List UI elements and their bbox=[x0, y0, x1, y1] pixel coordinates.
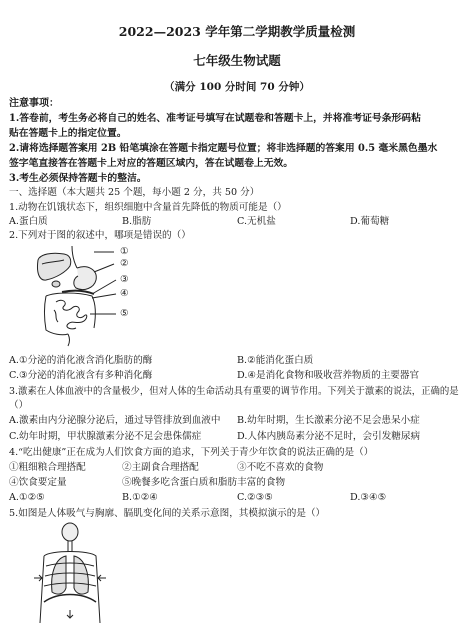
figure-label-5: ⑤ bbox=[120, 308, 129, 319]
q2-stem: 2.下列对于图的叙述中，哪项是错误的（） bbox=[9, 230, 191, 241]
q3-stem-line-1: 3.激素在人体血液中的含量极少，但对人体的生命活动具有重要的调节作用。下列关于激素的说法，正确的是 bbox=[9, 386, 459, 397]
figure-label-3: ③ bbox=[120, 274, 129, 285]
exam-title: 2022—2023 学年第二学期教学质量检测 bbox=[118, 24, 356, 39]
q1-option-b: B.脂肪 bbox=[122, 216, 152, 227]
q4-option-b: B.①②④ bbox=[122, 492, 158, 503]
q4-option-d: D.③④⑤ bbox=[350, 492, 387, 503]
q4-item-1: ①粗细粮合理搭配 bbox=[9, 462, 86, 473]
q3-option-d: D.人体内胰岛素分泌不足时，会引发糖尿病 bbox=[237, 431, 421, 442]
q1-stem: 1.动物在饥饿状态下，组织细胞中含量首先降低的物质可能是（） bbox=[9, 202, 287, 213]
note-1-line-1: 1.答卷前，考生务必将自己的姓名、准考证号填写在试题卷和答题卡上，并将准考证号条形码粘 bbox=[9, 113, 421, 124]
q4-item-4: ④饮食要定量 bbox=[9, 477, 67, 488]
q4-item-3: ③不吃不喜欢的食物 bbox=[237, 462, 324, 473]
q2-option-d: D.④是消化食物和吸收营养物质的主要器官 bbox=[237, 370, 420, 381]
q3-option-c: C.幼年时期，甲状腺激素分泌不足会患侏儒症 bbox=[9, 431, 202, 442]
q4-option-a: A.①②⑤ bbox=[9, 492, 45, 503]
note-1-line-2: 贴在答题卡上的指定位置。 bbox=[9, 128, 127, 139]
q3-stem-line-2: （） bbox=[9, 400, 29, 411]
q1-option-a: A.蛋白质 bbox=[9, 216, 48, 227]
q2-option-b: B.②能消化蛋白质 bbox=[237, 355, 314, 366]
q1-option-d: D.葡萄糖 bbox=[350, 216, 390, 227]
note-2-line-1: 2.请将选择题答案用 2B 铅笔填涂在答题卡指定题号位置；将非选择题的答案用 0.5 毫米黑色墨水 bbox=[9, 143, 438, 154]
q2-option-a: A.①分泌的消化液含消化脂肪的酶 bbox=[9, 355, 153, 366]
q3-option-a: A.激素由内分泌腺分泌后，通过导管排放到血液中 bbox=[9, 415, 221, 426]
q3-option-b: B.幼年时期，生长激素分泌不足会患呆小症 bbox=[237, 415, 420, 426]
q5-stem: 5.如图是人体吸气与胸廓、膈肌变化间的关系示意图，其模拟演示的是（） bbox=[9, 508, 326, 519]
figure-label-4: ④ bbox=[120, 288, 129, 299]
q4-option-c: C.②③⑤ bbox=[237, 492, 273, 503]
q1-option-c: C.无机盐 bbox=[237, 216, 276, 227]
score-time: （满分 100 分时间 70 分钟） bbox=[164, 81, 310, 93]
figure-label-1: ① bbox=[120, 246, 129, 257]
q2-option-c: C.③分泌的消化液含有多种消化酶 bbox=[9, 370, 153, 381]
q4-stem: 4.“吃出健康”正在成为人们饮食方面的追求，下列关于青少年饮食的说法正确的是（） bbox=[9, 447, 374, 458]
thorax-diaphragm-figure bbox=[30, 522, 110, 623]
figure-label-2: ② bbox=[120, 258, 129, 269]
q4-item-5: ⑤晚餐多吃含蛋白质和脂肪丰富的食物 bbox=[122, 477, 286, 488]
note-3: 3.考生必须保持答题卡的整洁。 bbox=[9, 173, 147, 184]
exam-subtitle: 七年级生物试题 bbox=[193, 53, 281, 68]
notes-heading: 注意事项： bbox=[9, 98, 59, 109]
note-2-line-2: 签字笔直接答在答题卡上对应的答题区域内，答在试题卷上无效。 bbox=[9, 158, 294, 169]
q4-item-2: ②主副食合理搭配 bbox=[122, 462, 199, 473]
section-1-heading: 一、选择题（本大题共 25 个题，每小题 2 分，共 50 分） bbox=[9, 187, 260, 198]
